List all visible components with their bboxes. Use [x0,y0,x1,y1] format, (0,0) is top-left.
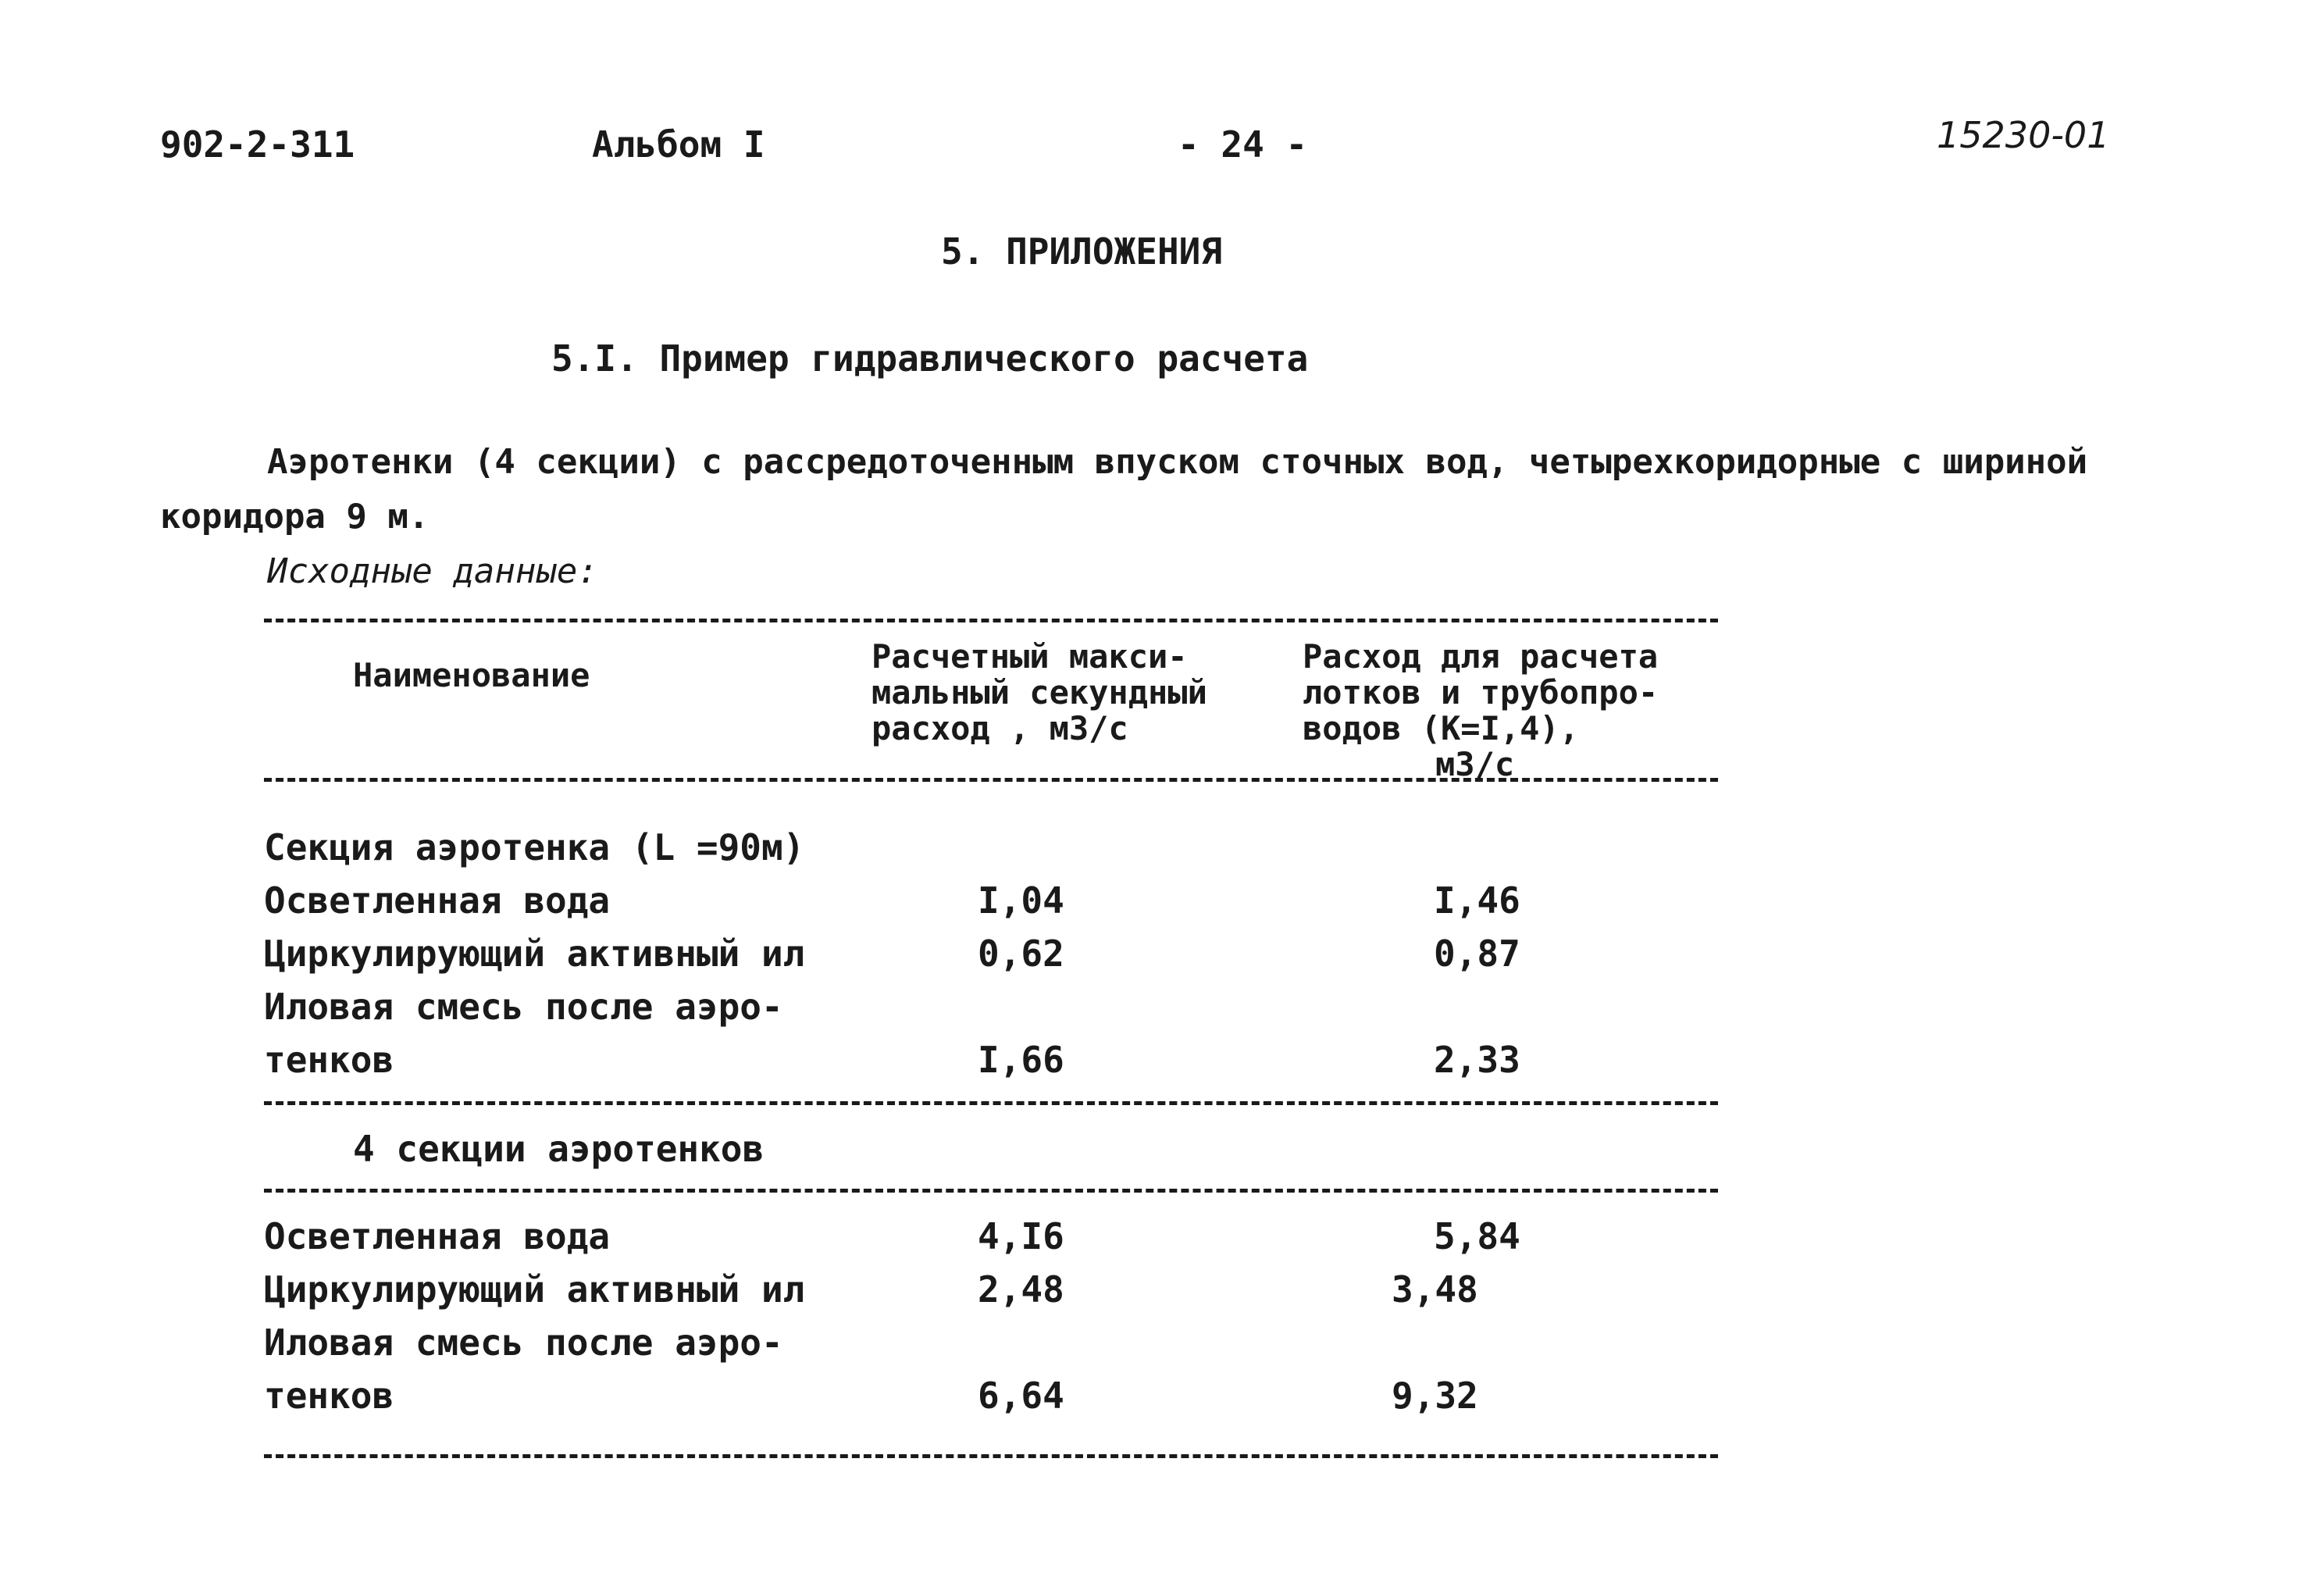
row-max-flow: 0,62 [978,933,1064,975]
album-label: Альбом I [592,123,765,166]
section-title: 5. ПРИЛОЖЕНИЯ [941,230,1223,273]
header-line: мальный секундный [872,673,1207,711]
row-name-continued: тенков [264,1375,394,1417]
header-line: лотков и трубопро- [1303,673,1659,711]
subsection-title: 5.I. Пример гидравлического расчета [551,337,1309,380]
column-header-design-flow [1303,639,1658,783]
row-max-flow: 2,48 [978,1268,1064,1311]
table-rule-top [264,619,1718,622]
row-max-flow: 6,64 [978,1375,1064,1417]
row-name: Иловая смесь после аэро- [264,1321,783,1364]
row-design-flow: 9,32 [1392,1375,1478,1417]
row-max-flow: I,04 [978,879,1064,922]
row-design-flow: 2,33 [1434,1039,1520,1081]
row-design-flow: 5,84 [1434,1215,1520,1257]
row-max-flow: 4,I6 [978,1215,1064,1257]
header-line: м3/с [1435,745,1515,783]
row-name-continued: тенков [264,1039,394,1081]
row-name: Циркулирующий активный ил [264,1268,805,1311]
header-line: расход , м3/с [872,709,1128,747]
group-title: Секция аэротенка (L =90м) [264,826,805,868]
group-title: 4 секции аэротенков [353,1128,765,1170]
header-line: Расчетный макси- [872,637,1188,676]
row-design-flow: 3,48 [1392,1268,1478,1311]
table-rule-group2-title-bottom [264,1189,1718,1193]
column-header-max-flow [872,639,1207,747]
row-design-flow: I,46 [1434,879,1520,922]
header-line: водов (К=I,4), [1303,709,1580,747]
header-line: Расход для расчета [1303,637,1659,676]
paragraph-line-2: коридора 9 м. [160,497,430,537]
paragraph-line-1: Аэротенки (4 секции) с рассредоточенным впуском сточных вод, четырехкоридорные с шириной [267,442,2088,482]
initial-data-label: Исходные данные: [267,551,598,591]
row-name: Осветленная вода [264,1215,611,1257]
row-name: Циркулирующий активный ил [264,933,805,975]
handwritten-code: 15230-01 [1937,114,2110,156]
row-name: Осветленная вода [264,879,611,922]
row-design-flow: 0,87 [1434,933,1520,975]
row-max-flow: I,66 [978,1039,1064,1081]
row-name: Иловая смесь после аэро- [264,986,783,1028]
column-header-name: Наименование [353,656,590,694]
page-number: - 24 - [1178,123,1308,166]
document-code: 902-2-311 [160,123,355,166]
table-rule-group1-bottom [264,1101,1718,1105]
table-rule-bottom [264,1454,1718,1458]
